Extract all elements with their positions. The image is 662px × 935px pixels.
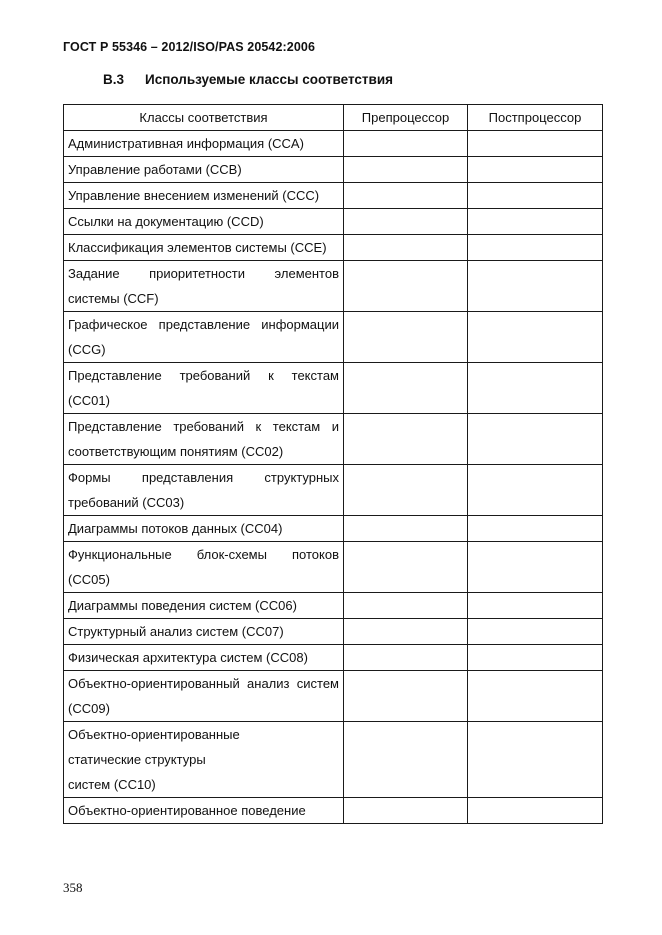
postprocessor-cell (468, 312, 603, 363)
section-heading (103, 72, 393, 87)
section-number: В.3 (103, 72, 125, 87)
postprocessor-cell (468, 722, 603, 798)
conformance-class-name: Ссылки на документацию (CCD) (64, 209, 344, 235)
postprocessor-cell (468, 261, 603, 312)
table-row (64, 312, 603, 363)
postprocessor-cell (468, 363, 603, 414)
preprocessor-cell (344, 542, 468, 593)
conformance-class-name: Структурный анализ систем (CC07) (64, 619, 344, 645)
preprocessor-cell (344, 722, 468, 798)
conformance-class-name: Формы представления структурных требований (CC03) (64, 465, 344, 516)
preprocessor-cell (344, 363, 468, 414)
conformance-class-name: Задание приоритетности элементов системы (CCF) (64, 261, 344, 312)
conformance-class-name: Объектно-ориентированный анализ систем (CC09) (64, 671, 344, 722)
preprocessor-cell (344, 131, 468, 157)
table-row (64, 209, 603, 235)
conformance-class-name: Управление работами (CCB) (64, 157, 344, 183)
conformance-class-name: Физическая архитектура систем (CC08) (64, 645, 344, 671)
document-header: ГОСТ Р 55346 – 2012/ISO/PAS 20542:2006 (63, 40, 315, 54)
preprocessor-cell (344, 516, 468, 542)
postprocessor-cell (468, 798, 603, 824)
postprocessor-cell (468, 414, 603, 465)
preprocessor-cell (344, 235, 468, 261)
conformance-class-name: Функциональные блок-схемы потоков (CC05) (64, 542, 344, 593)
column-header-classes: Классы соответствия (64, 105, 344, 131)
table-body (64, 131, 603, 824)
postprocessor-cell (468, 157, 603, 183)
postprocessor-cell (468, 465, 603, 516)
table-row (64, 645, 603, 671)
postprocessor-cell (468, 131, 603, 157)
postprocessor-cell (468, 516, 603, 542)
column-header-postprocessor: Постпроцессор (468, 105, 603, 131)
preprocessor-cell (344, 798, 468, 824)
conformance-class-name: Диаграммы поведения систем (CC06) (64, 593, 344, 619)
table-header-row (64, 105, 603, 131)
table-row (64, 671, 603, 722)
preprocessor-cell (344, 157, 468, 183)
postprocessor-cell (468, 593, 603, 619)
table-row (64, 157, 603, 183)
preprocessor-cell (344, 312, 468, 363)
preprocessor-cell (344, 645, 468, 671)
preprocessor-cell (344, 209, 468, 235)
table-row (64, 542, 603, 593)
conformance-class-name: Управление внесением изменений (CCC) (64, 183, 344, 209)
table-row (64, 363, 603, 414)
table-row (64, 593, 603, 619)
postprocessor-cell (468, 183, 603, 209)
column-header-preprocessor: Препроцессор (344, 105, 468, 131)
table-row (64, 183, 603, 209)
table-row (64, 235, 603, 261)
table-row (64, 798, 603, 824)
preprocessor-cell (344, 414, 468, 465)
conformance-class-name: Графическое представление информации (CCG) (64, 312, 344, 363)
table-row (64, 516, 603, 542)
conformance-class-name: Представление требований к текстам (CC01) (64, 363, 344, 414)
preprocessor-cell (344, 465, 468, 516)
page-number: 358 (63, 880, 83, 895)
conformance-class-name: Классификация элементов системы (CCE) (64, 235, 344, 261)
section-title: Используемые классы соответствия (145, 72, 394, 87)
table-row (64, 722, 603, 798)
table-row (64, 261, 603, 312)
postprocessor-cell (468, 619, 603, 645)
conformance-classes-table (63, 104, 603, 824)
preprocessor-cell (344, 261, 468, 312)
postprocessor-cell (468, 671, 603, 722)
preprocessor-cell (344, 183, 468, 209)
conformance-class-name: Диаграммы потоков данных (CC04) (64, 516, 344, 542)
postprocessor-cell (468, 209, 603, 235)
table-row (64, 619, 603, 645)
postprocessor-cell (468, 645, 603, 671)
table-row (64, 131, 603, 157)
conformance-class-name: Объектно-ориентированные статические структуры систем (CC10) (64, 722, 344, 798)
postprocessor-cell (468, 235, 603, 261)
preprocessor-cell (344, 671, 468, 722)
table-row (64, 414, 603, 465)
preprocessor-cell (344, 593, 468, 619)
conformance-class-name: Представление требований к текстам и соответствующим понятиям (CC02) (64, 414, 344, 465)
table-row (64, 465, 603, 516)
preprocessor-cell (344, 619, 468, 645)
postprocessor-cell (468, 542, 603, 593)
conformance-class-name: Административная информация (CCA) (64, 131, 344, 157)
conformance-class-name: Объектно-ориентированное поведение (64, 798, 344, 824)
